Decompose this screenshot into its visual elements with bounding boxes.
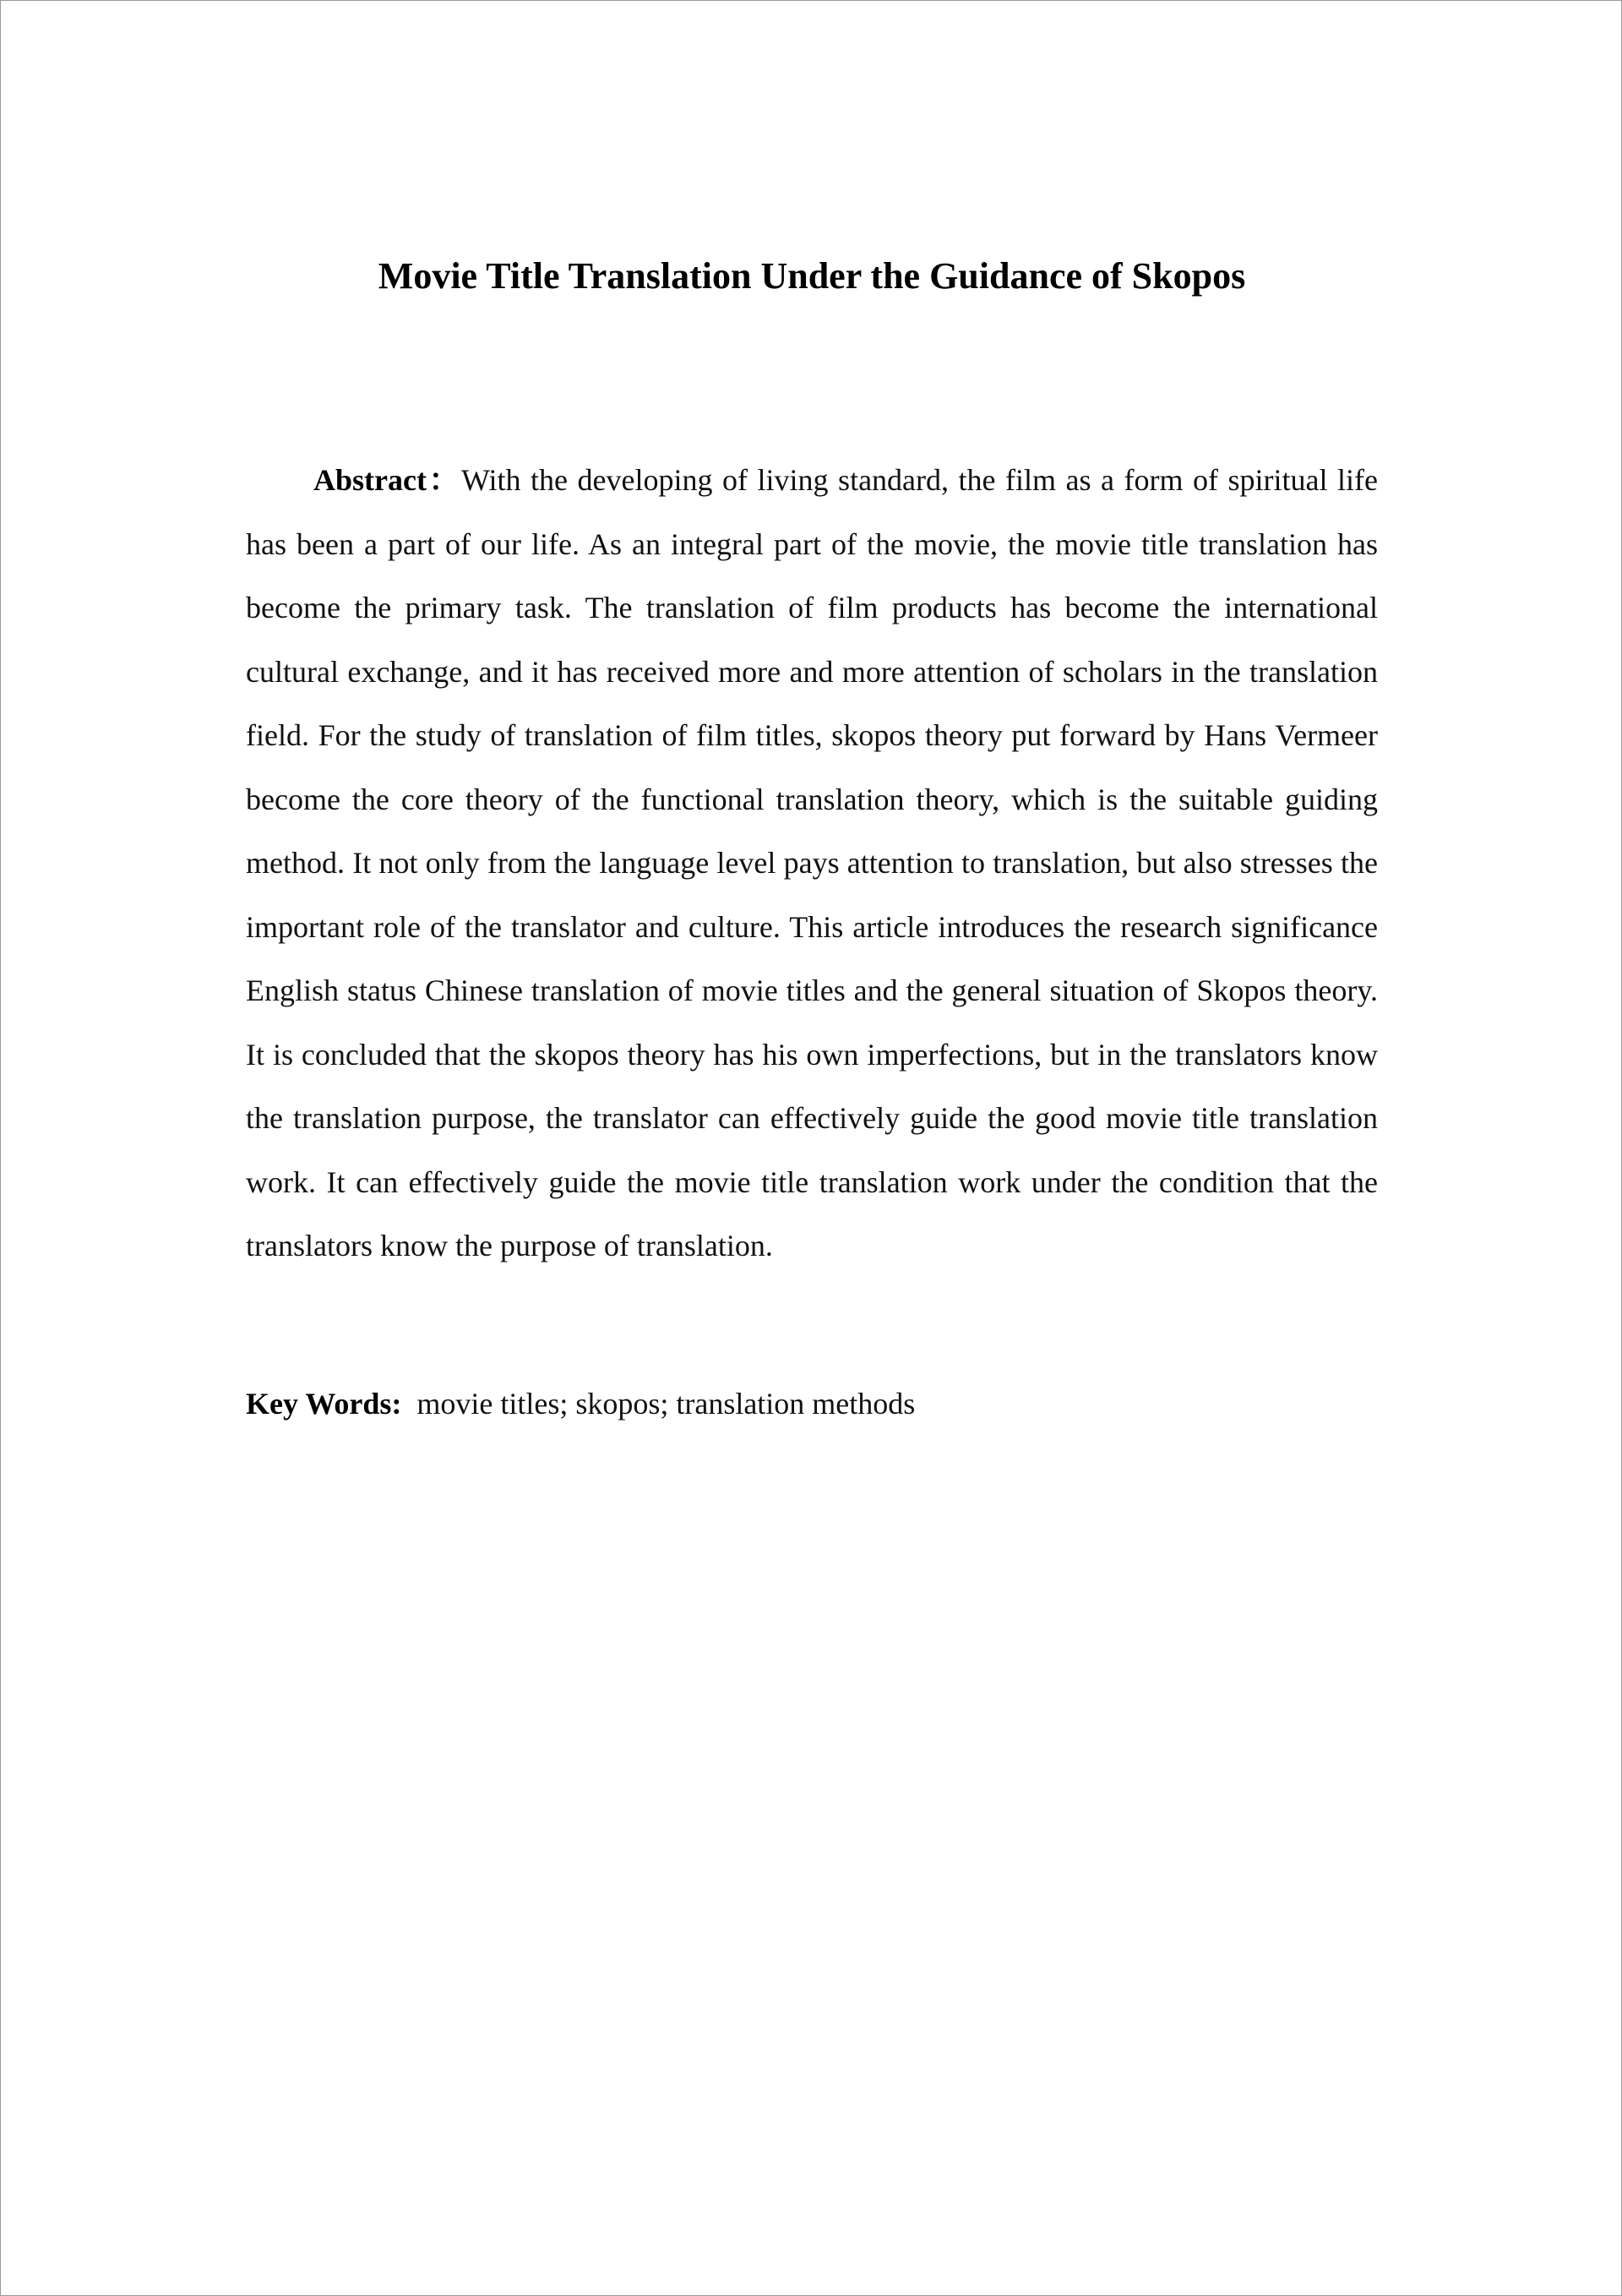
- keywords-label: Key Words:: [246, 1387, 402, 1421]
- abstract-paragraph: [246, 449, 1378, 1279]
- document-title: Movie Title Translation Under the Guidance of Skopos: [378, 255, 1246, 297]
- abstract-label: Abstract：: [313, 463, 461, 497]
- abstract-text: With the developing of living standard, the film as a form of spiritual life has been a part of our life. As an integral part of the movie, the movie title translation has become the primary task. The translation of film products has become the international cultural exchange, and it has received more and more attention of scholars in the translation field. For the study of translation of film titles, skopos theory put forward by Hans Vermeer become the core theory of the functional translation theory, which is the suitable guiding method. It not only from the language level pays attention to translation, but also stresses the important role of the translator and culture. This article introduces the research significance English status Chinese translation of movie titles and the general situation of Skopos theory. It is concluded that the skopos theory has his own imperfections, but in the translators know the translation purpose, the translator can effectively guide the good movie title translation work. It can effectively guide the movie title translation work under the condition that the translators know the purpose of translation.: [246, 463, 1378, 1263]
- keywords-line: [246, 1374, 1378, 1433]
- keywords-text: movie titles; skopos; translation methods: [416, 1387, 916, 1421]
